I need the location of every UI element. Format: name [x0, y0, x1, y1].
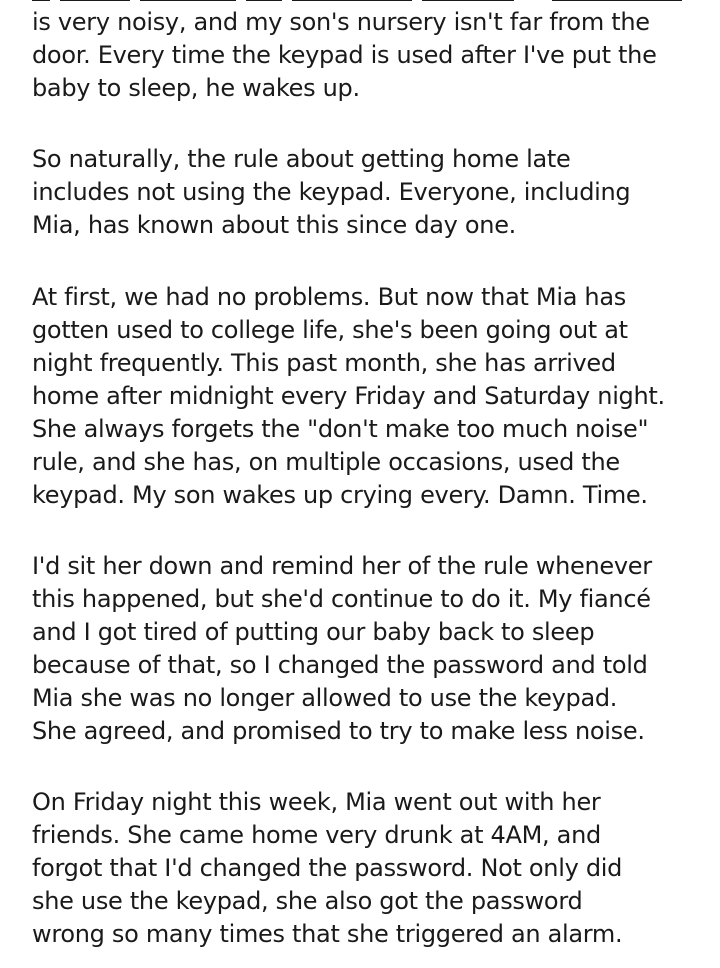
paragraph-4-line-2: this happened, but she'd continue to do it. My fiancé — [32, 585, 651, 613]
paragraph-1-line-2: door. Every time the keypad is used after I've put the — [32, 41, 657, 69]
paragraph-3-line-4: home after midnight every Friday and Saturday night. — [32, 382, 665, 410]
paragraph-3-line-5: She always forgets the "don't make too much noise" — [32, 415, 649, 443]
paragraph-1-line-3: baby to sleep, he wakes up. — [32, 74, 360, 102]
paragraph-4-line-4: because of that, so I changed the password and told — [32, 651, 648, 679]
paragraph-4-line-3: and I got tired of putting our baby back to sleep — [32, 618, 595, 646]
paragraph-4-line-1: I'd sit her down and remind her of the rule whenever — [32, 552, 652, 580]
paragraph-5-line-5: wrong so many times that she triggered an alarm. — [32, 920, 623, 948]
paragraph-3-line-3: night frequently. This past month, she has arrived — [32, 349, 616, 377]
paragraph-5-line-2: friends. She came home very drunk at 4AM, and — [32, 821, 601, 849]
paragraph-4-line-5: Mia she was no longer allowed to use the keypad. — [32, 684, 618, 712]
paragraph-5-line-4: she use the keypad, she also got the password — [32, 887, 583, 915]
paragraph-3-line-2: gotten used to college life, she's been going out at — [32, 316, 628, 344]
paragraph-3-line-1: At first, we had no problems. But now that Mia has — [32, 283, 626, 311]
paragraph-2-line-1: So naturally, the rule about getting home late — [32, 145, 571, 173]
paragraph-5-line-3: forgot that I'd changed the password. Not only did — [32, 854, 623, 882]
cropped-text-fragment — [32, 0, 692, 3]
paragraph-1-line-1: is very noisy, and my son's nursery isn't far from the — [32, 8, 650, 36]
paragraph-2-line-3: Mia, has known about this since day one. — [32, 211, 516, 239]
paragraph-5-line-1: On Friday night this week, Mia went out with her — [32, 788, 601, 816]
paragraph-3-line-6: rule, and she has, on multiple occasions, used the — [32, 448, 620, 476]
paragraph-4-line-6: She agreed, and promised to try to make less noise. — [32, 717, 645, 745]
paragraph-3-line-7: keypad. My son wakes up crying every. Damn. Time. — [32, 481, 648, 509]
paragraph-2-line-2: includes not using the keypad. Everyone, including — [32, 178, 631, 206]
